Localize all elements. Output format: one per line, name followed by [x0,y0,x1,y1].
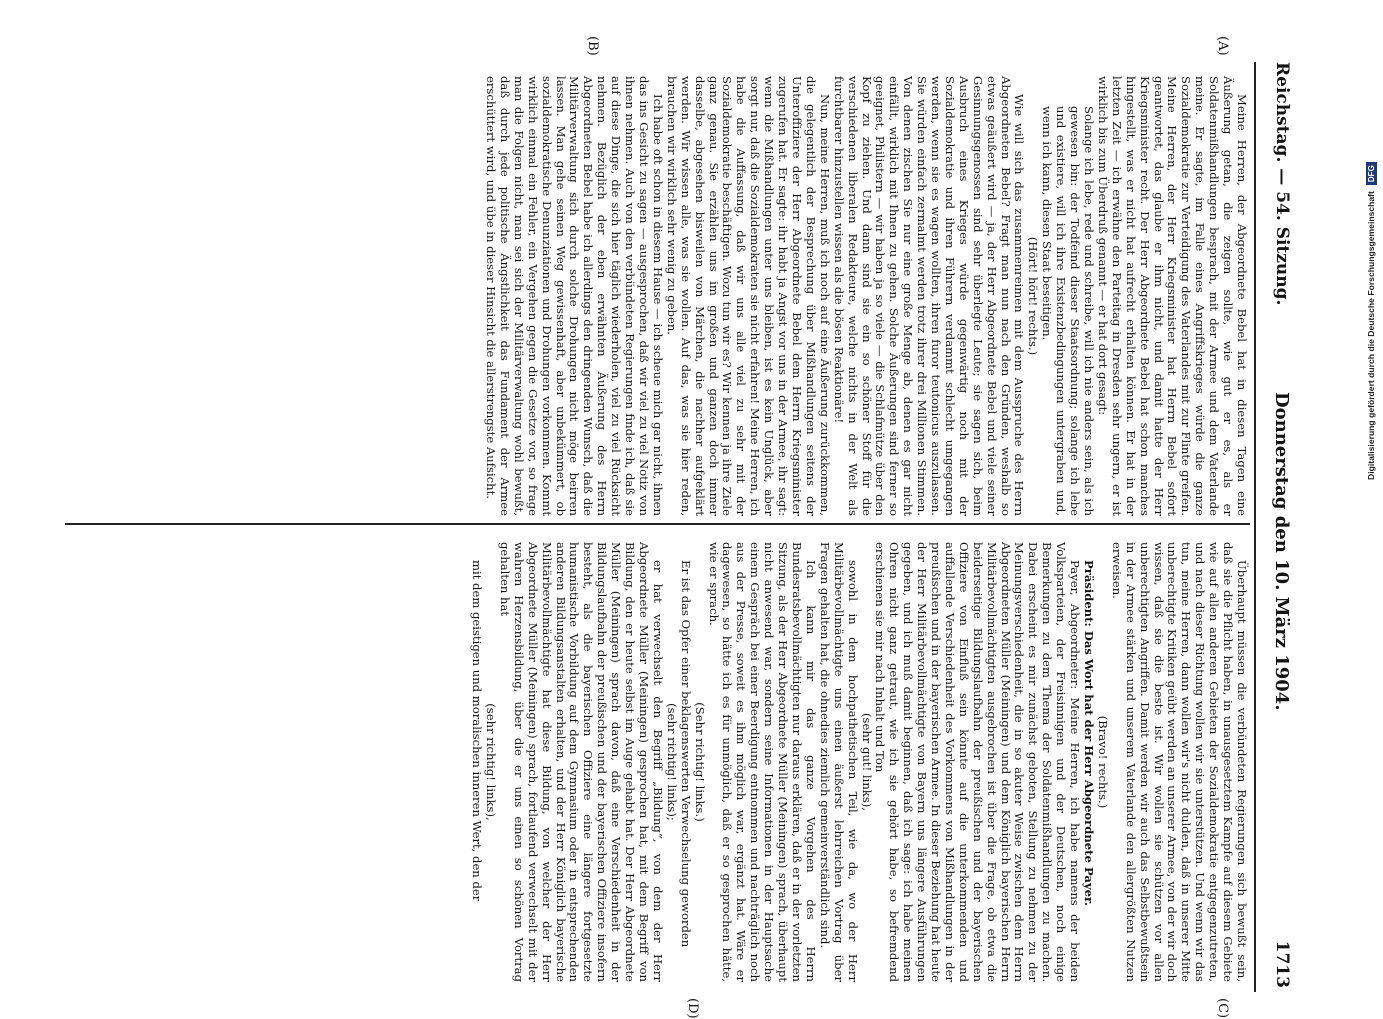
paragraph: Wie will sich das zusammenreimen mit dem Ausspruche des Herrn Abgeordneten Bebel? Fragt man nun nach den Gründen, weshalb so etwas geäußert wird — ja, der Herr Abgeordnete Bebel und viele seiner Gesinnungsgenossen sind sehr überlegte Leute; sie sagen sich, beim Ausbruch eines Krieges würde gegenwärtig noch mit der Sozialdemokratie und ihren Führern verdammt schlecht umgegangen werden, wenn sie es wagen wollten, ihren furor teutonicus auszulassen. Sie würden einfach zermalmt werden trotz ihrer drei Millionen Stimmen. Von denen zischen Sie nur eine große Menge ab, denen es gar nicht einfällt, wirklich mit Ihnen zu gehen. Solche Äußerungen sind ferner so geeignet, Philistern — wir haben ja so viele — die Schlafmütze über den Kopf zu ziehen. Und dann sind sie ein so schöner Stoff für die verschiedenen liberalen Redakteure, welche nichts in der Welt als furchtbarer hinzustellen wissen als die bösen Reaktionäre! [831,76,1027,516]
dfg-logo: DFG [1366,162,1377,185]
interjection: (sehr richtig! links); [664,703,679,821]
digitization-credit [1366,162,1377,480]
speech-paragraph: Payer, Abgeordneter: Meine Herren, ich habe namens der beiden Volksparteien, der Freisinnigen und der Deutschen, noch einige Bemerkungen zu dem Thema der Soldatenmißhandlungen zu machen. Dabei erscheint es mir zunächst geboten, Stellung zu nehmen zu der Meinungsverschiedenheit, die in so akuter Weise zwischen dem Herrn Abgeordneten Müller (Meiningen) und dem Königlich bayerischen Herrn Militärbevollmächtigten ausgebrochen ist über die Frage, ob etwa die beiderseitige Bildungslaufbahn der preußischen und der bayerischen Offiziere von Einfluß sein könnte auf die unterkommenden und auffallende Verschiedenheit des Vorkommens von Mißhandlungen in der preußischen und in der bayerischen Armee. In dieser Beziehung hat heute der Herr Militärbevollmächtigte von Bayern uns längere Ausführungen gegeben, und ich muß damit beginnen, daß ich sage: ich habe meinen Ohren nicht ganz getraut, wie ich sie gehört habe, so befremdend erschienen sie mir nach Inhalt und Ton [873,542,1083,982]
interjection: (Sehr richtig! links.) [692,702,707,822]
interjection: (Bravo! rechts.) [1095,715,1110,809]
column-divider [65,523,1250,525]
interjection: (sehr gut! links), [859,713,874,811]
paragraph: Ich kann mir das ganze Vorgehen des Herrn Bundesratsbevollmächtigten nur daraus erklären, daß er in der vorletzten Sitzung, als der Herr Abgeordnete Müller (Meiningen) sprach, überhaupt nicht anwesend war, sondern seine Informationen in der Hauptsache einem Gespräch bei einer Beerdigung entnommen und nachträglich noch aus der Presse, soweit es ihm möglich war, ergänzt hat. Wäre er dagewesen, so hätte ich es für unmöglich, daß er so gesprochen hätte, wie er sprach. [706,542,818,982]
paragraph: er hat verwechselt den Begriff „Bildung“, von dem der Herr Abgeordnete Müller (Meiningen) gesprochen hat, mit dem Begriff von Bildung, den er heute selbst im Auge gehabt hat. Der Herr Abgeordnete Müller (Meiningen) sprach davon, daß eine Verschiedenheit in der Bildungslaufbahn der preußischen und der bayerischen Offiziere insofern besteht, als die bayerischen Offiziere eine längere fortgesetzte humanistische Vorbildung auf dem Gymnasium oder in entsprechenden anderen Bildungsanstalten erhalten, und der Herr Königlich bayerische Militärbevollmächtigte hat diese Bildung, von welcher der Herr Abgeordnete Müller (Meiningen) sprach, fortlaufend verwechselt mit der wahren Herzensbildung, über die er uns einen so schönen Vortrag gehalten hat [497,542,665,982]
header-session: Reichstag. — 54. Sitzung. [1272,62,1292,306]
page-header [1258,62,1300,992]
left-text-column [483,76,1248,516]
speaker-announcement: Präsident: Das Wort hat der Herr Abgeordnete Payer. [1082,560,1097,907]
paragraph: Ich habe oft schon in diesem Hause — ich scheue mich gar nicht, ihnen das ins Gesicht zu sagen — ausgesprochen, daß wir viel zu viel Notiz von ihnen nehmen. Auch von den verbündeten Regierungen finde ich, daß sie auf diese Dinge, die sich hier täglich wiederholen, viel zu viel Rücksicht nehmen. Bezüglich der eben erwähnten Äußerung des Herrn Abgeordneten Bebel habe ich allerdings den dringenden Wunsch, daß die Militärverwaltung sich durch solche Drohungen nicht möge beirren lassen. Man gehe seinen Weg gewissenhaft, aber unbekümmert, ob sozialdemokratische Denunziationen und Drohungen vorkommen. Kommt wirklich einmal ein Fehler, ein Vergehen gegen die Gesetze vor, so frage man die Folgen nicht, man sei sich der Militärverwaltung wohl bewußt, daß durch jede politische Ängstlichkeit das Fundament der Armee erschüttert wird, und übe in dieser Hinsicht die allerstrengste Aufsicht. [484,76,665,516]
credit-text: Digitalisierung gefördert durch die Deutsche Forschungsgemeinschaft [1366,191,1376,480]
paragraph: sowohl in dem hochpathetischen Teil, wie da, wo der Herr Militärbevollmächtigte uns einen äußerst lehrreichen Vortrag über Fragen gehalten hat, die ohnedies ziemlich gemeinverständlich sind. [817,542,860,982]
quotation: Solange ich lebe, rede und schreibe, will ich nie anders sein, als ich gewesen bin: der Todfeind dieser Staatsordnung; solange ich lebe und existiere, will ich ihre Existenzbedingungen untergraben und, wenn ich kann, diesen Staat beseitigen. [1040,106,1097,516]
paragraph: Nun, meine Herren, muß ich noch auf eine Äußerung zurückkommen, die gelegentlich der Besprechung über Mißhandlungen seitens der Unteroffiziere der Herr Abgeordnete Bebel dem Herrn Kriegsminister zugerufen hat. Er sagte: ihr habt ja Angst vor uns in der Armee, ihr sagt: wenn die Mißhandlungen unter uns bleiben, ist es kein Unglück, aber sorgt nur, daß die Sozialdemokraten sie nicht erfahren! Meine Herren, ich habe die Auffassung, daß wir uns alle viel zu sehr mit der Sozialdemokratie beschäftigen. Wozu tun wir es? Wir kennen ja ihre Ziele ganz genau. Sie erzählen uns im großen und ganzen doch immer dasselbe, abgesehen bisweilen von Märchen, die nachher aufgeklärt werden. Wir wissen alle, was sie wollen. Auf das, was sie hier reden, brauchen wir wirklich sehr wenig zu geben. [664,76,832,516]
margin-marker-c: (C) [1215,998,1230,1019]
rotated-document-page [60,36,1300,1019]
paragraph: Überhaupt müssen die verbündeten Regierungen sich bewußt sein, daß sie die Pflicht haben, in unausgesetztem Kampfe auf diesem Gebiete wie auf allen anderen Gebieten der Sozialdemokratie entgegenzutreten, und nach dieser Richtung wollen wir sie unterstützen. Und wenn wir das tun, meine Herren, dann wollen wir's nicht dulden, daß in unserer Mitte unberechtigte Kritiken geübt werden an unserer Armee, von der wir doch wissen, daß sie die beste ist. Wir wollen sie schützen vor allen unberechtigten Angriffen. Damit werden wir auch das Selbstbewußtsein in der Armee stärken und unserem Vaterlande den allergrößten Nutzen erweisen. [1109,542,1249,982]
right-text-column [469,542,1248,982]
paragraph: Meine Herren, der Abgeordnete Bebel hat in diesen Tagen eine Äußerung getan, die zeigen sollte, wie gut er es, als er Soldatenmißhandlungen besprach, mit der Armee und dem Vaterlande meine. Er sagte, im Falle eines Angriffskrieges würde die ganze Sozialdemokratie zur Verteidigung des Vaterlandes mit zur Flinte greifen. Meine Herren, der Herr Kriegsminister hat Herrn Bebel sofort geantwortet, das glaube er ihm nicht, und damit hatte der Herr Kriegsminister recht. Der Herr Abgeordnete Bebel hat schon manches hingestellt, was er nicht hat aufrecht erhalten können. Er hat in der letzten Zeit — ich erwähne den Parteitag in Dresden sehr ungern, er ist wirklich bis zum Überdruß genannt — er hat dort gesagt: [1095,76,1249,516]
interjection: (Hört! hört! rechts.) [1026,236,1041,356]
paragraph: mit dem geistigen und moralischen inneren Wert, den der [470,560,485,902]
page-number: 1713 [1272,940,1292,988]
paragraph: Er ist das Opfer einer beklagenswerten Verwechselung geworden [678,560,693,948]
margin-marker-a: (A) [1215,36,1230,56]
interjection: (sehr richtig! links), [484,703,499,821]
header-rule [1254,62,1256,992]
margin-marker-d: (D) [685,998,700,1019]
header-date: Donnerstag den 10. März 1904. [1271,392,1292,711]
margin-marker-b: (B) [585,36,600,56]
